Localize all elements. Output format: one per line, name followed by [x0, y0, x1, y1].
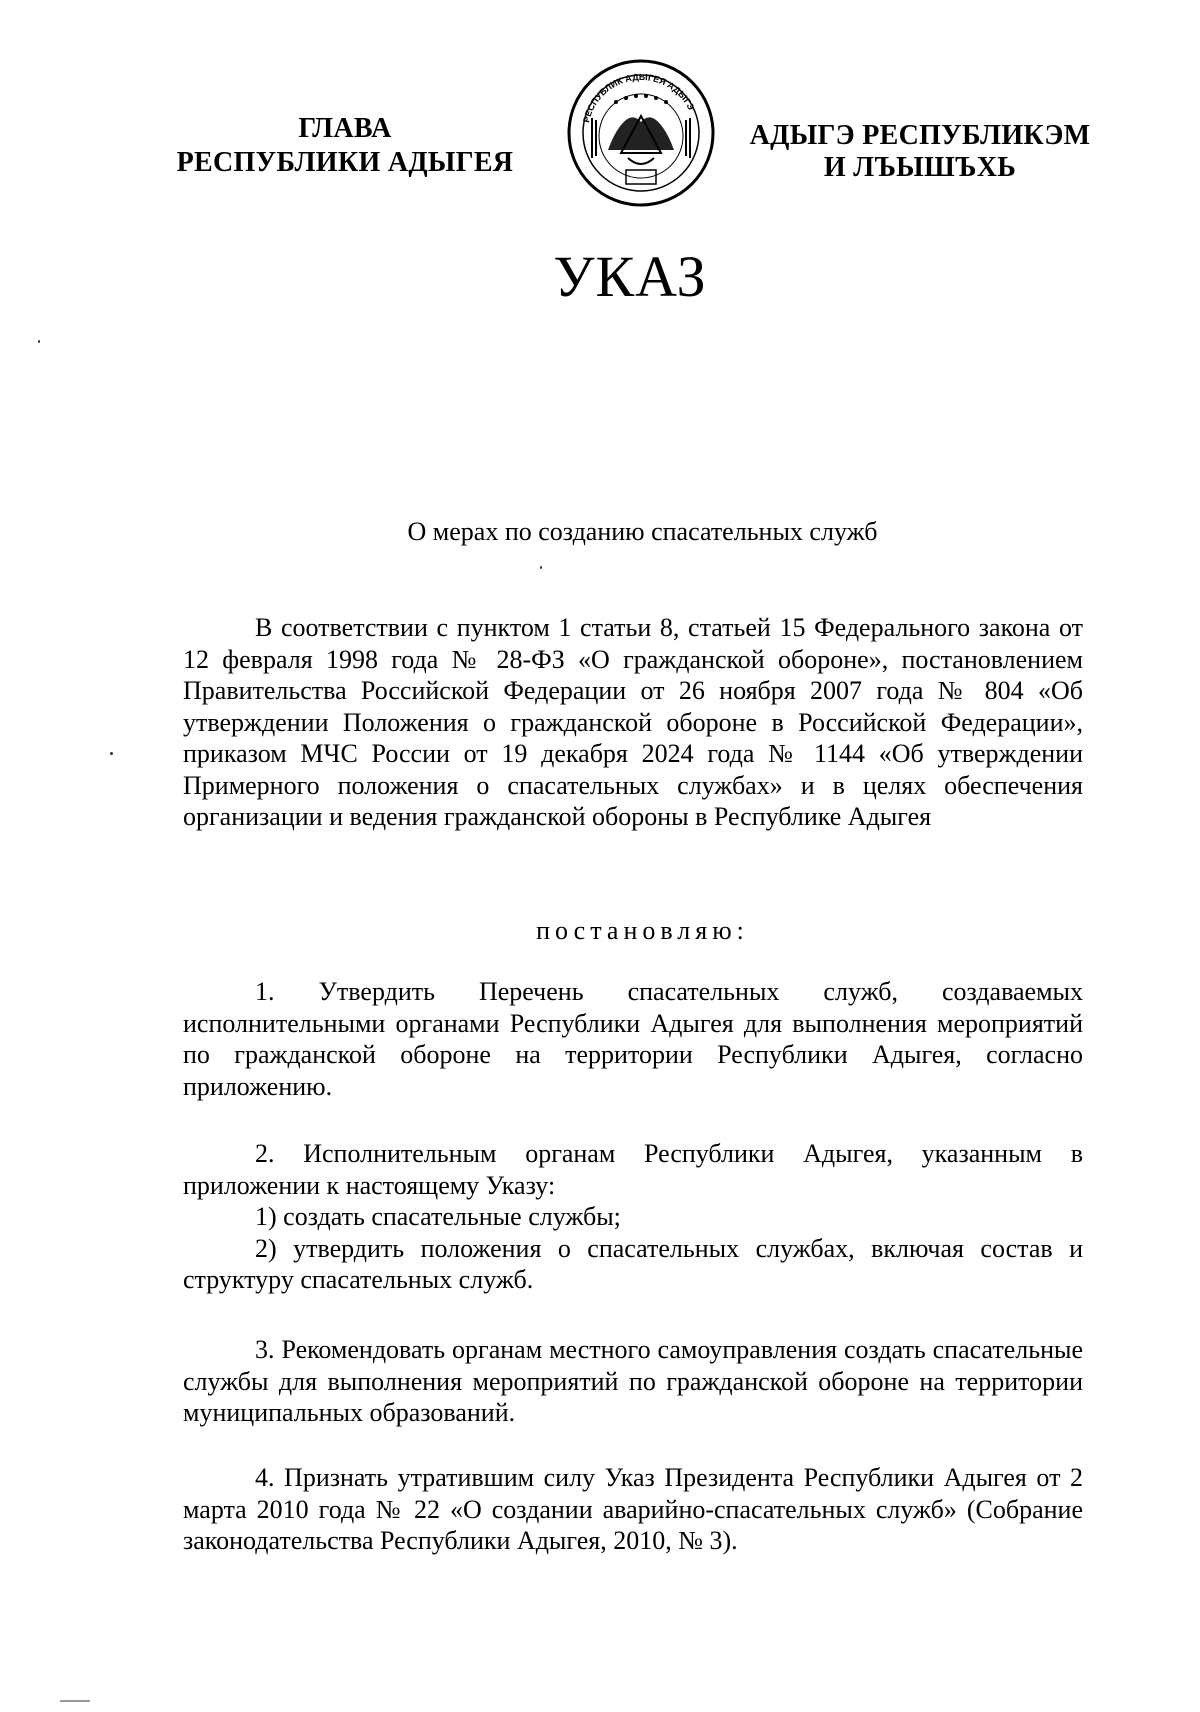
issuer-adyghe-line-1: АДЫГЭ РЕСПУБЛИКЭМ [749, 120, 1091, 151]
coat-of-arms-seal-icon [566, 58, 716, 208]
item-4-block [183, 1462, 1083, 1557]
issuer-line-1: ГЛАВА [298, 113, 392, 144]
preamble-block [183, 612, 1083, 833]
item-3-paragraph: 3. Рекомендовать органам местного самоуправления создать спасательные службы для выполнения мероприятий по гражданской обороне на территории муниципальных образований. [183, 1335, 1083, 1427]
issuer-adyghe [740, 120, 1100, 184]
preamble-paragraph: В соответствии с пунктом 1 статьи 8, статьей 15 Федерального закона от 12 февраля 1998 года № 28-ФЗ «О гражданской обороне», постановлением Правительства Российской Федерации от 26 ноября 2007 года № 804 «Об утверждении Положения о гражданской обороне в Российской Федерации», приказом МЧС России от 19 декабря 2024 года № 1144 «Об утверждении Примерного положения о спасательных службах» и в целях обеспечения организации и ведения гражданской обороны в Республике Адыгея [183, 613, 1083, 831]
issuer-adyghe-line-2: И ЛЪЫШЪХЬ [823, 152, 1017, 183]
item-1-block [183, 976, 1083, 1102]
item-3-block [183, 1334, 1083, 1429]
document-type-title: УКАЗ [553, 244, 707, 309]
item-2-subitem-2: 2) утвердить положения о спасательных службах, включая состав и структуру спасательных служб. [183, 1233, 1083, 1294]
item-2-paragraph: 2. Исполнительным органам Республики Адыгея, указанным в приложении к настоящему Указу: [183, 1139, 1083, 1200]
item-2-block [183, 1138, 1083, 1296]
decree-subject: О мерах по созданию спасательных служб [407, 517, 878, 546]
svg-text:РЕСПУБЛИК АДЫГЕЯ АДЫГЭ [581, 72, 697, 124]
scan-speck [38, 340, 40, 343]
item-1-paragraph: 1. Утвердить Перечень спасательных служб, создаваемых исполнительными органами Республики Адыгея для выполнения мероприятий по гражданской обороне на территории Республики Адыгея, согласно приложению. [183, 977, 1083, 1101]
scan-speck [540, 566, 542, 569]
issuer-line-2: РЕСПУБЛИКИ АДЫГЕЯ [176, 147, 514, 178]
issuer-russian [170, 112, 520, 180]
scan-speck [110, 752, 113, 755]
item-2-subitem-1: 1) создать спасательные службы; [255, 1202, 621, 1231]
emblem-ring-text: РЕСПУБЛИК АДЫГЕЯ АДЫГЭ [581, 71, 697, 124]
item-4-paragraph: 4. Признать утратившим силу Указ Президента Республики Адыгея от 2 марта 2010 года № 22 «О создании аварийно-спасательных служб» (Собрание законодательства Республики Адыгея, 2010, № 3). [183, 1463, 1083, 1555]
scan-edge-mark [60, 1700, 90, 1702]
resolve-word: постановляю: [536, 916, 749, 945]
